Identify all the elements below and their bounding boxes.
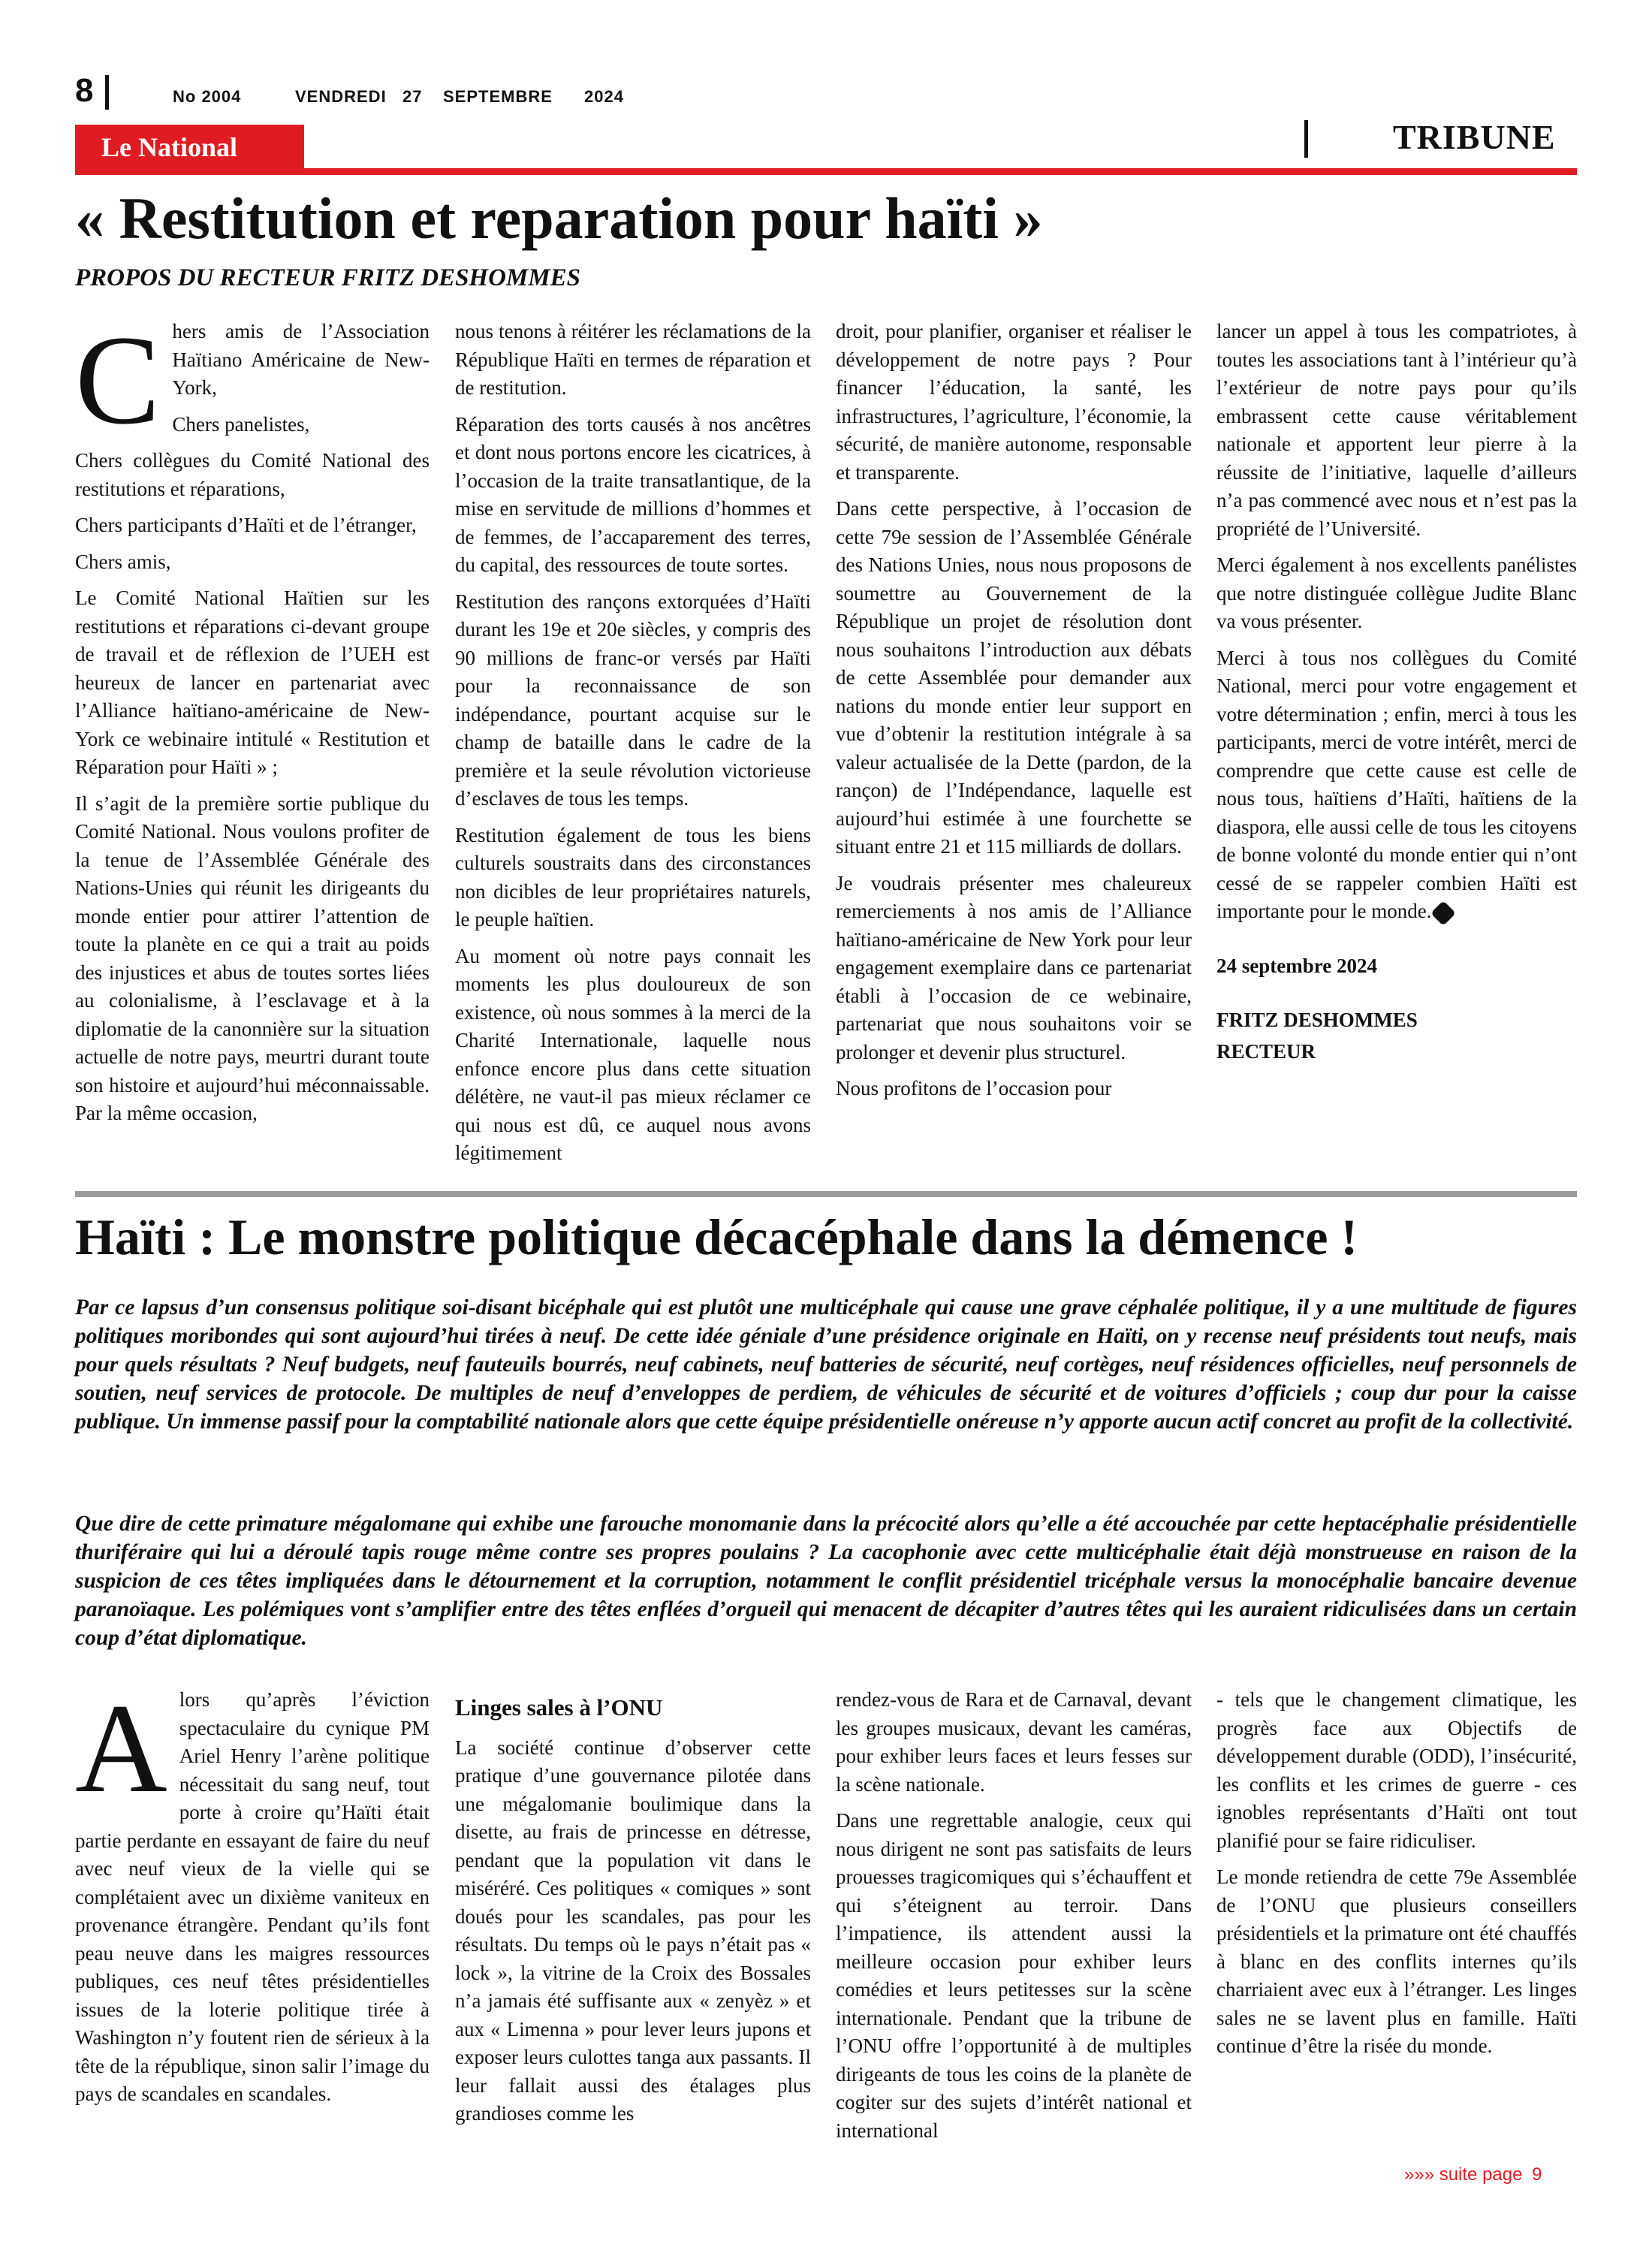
header-divider: [105, 75, 109, 110]
paragraph: Chers collègues du Comité National des restitutions et réparations,: [75, 449, 430, 500]
paragraph: nous tenons à réitérer les réclamations de la République Haïti en termes de réparation et de restitution.: [455, 320, 811, 399]
dropcap: A: [75, 1678, 167, 1819]
date-day: 27: [402, 87, 423, 106]
paragraph: Merci également à nos excellents panélistes que notre distinguée collègue Judite Blanc va vous présenter.: [1216, 553, 1577, 632]
article2-column-1: [75, 1678, 430, 2117]
paragraph: lors qu’après l’éviction spectaculaire du cynique PM Ariel Henry l’arène politique nécessitait du sang neuf, tout porte à croire qu’Haïti était partie perdante en essayant de faire du neuf avec neuf vieux de la vielle qui se complétaient avec un dixième vaniteux en provenance étrangère. Pendant qu’ils font peau neuve dans les maigres ressources publiques, ces neuf têtes présidentielles issues de la loterie politique tirée à Washington n’y foutent rien de sérieux à la tête de la république, sinon salir l’image du pays de scandales en scandales.: [75, 1688, 430, 2105]
issue-number: No 2004: [173, 87, 242, 106]
signature-date: 24 septembre 2024: [1216, 954, 1377, 977]
page-number: 8: [75, 72, 94, 109]
paragraph: La société continue d’observer cette pratique d’une gouvernance pilotée dans une mégalomanie boulimique dans la disette, au frais de princesse en détresse, pendant que la population vit dans le miséréré. Ces politiques « comiques » sont doués pour les scandales, pas pour les résultats. Du temps où le pays n’était pas « lock », la vitrine de la Croix des Bossales n’a jamais été suffisante aux « zenyèz » et aux « Limenna » pour lever leurs jupons et exposer leurs culottes tanga aux passants. Il leur fallait aussi des étalages plus grandioses comme les: [455, 1736, 811, 2125]
paragraph: Le Comité National Haïtien sur les restitutions et réparations ci-devant groupe de travail et de réflexion de l’UEH est heureux de lancer en partenariat avec l’Alliance haïtiano-américaine de New-York ce webinaire intitulé « Restitution et Réparation pour Haïti » ;: [75, 587, 430, 778]
paragraph: Je voudrais présenter mes chaleureux remerciements à nos amis de l’Alliance haïtiano-américaine de New York pour leur engagement exemplaire dans ce partenariat établi à l’occasion de ce webinaire, partenariat que nous souhaitons voir se prolonger et devenir plus structurel.: [836, 871, 1192, 1063]
article1-column-4: [1216, 318, 1577, 1074]
paragraph: Au moment où notre pays connait les moments les plus douloureux de son existence, où nous sommes à la merci de la Charité Internationale, laquelle nous enfonce encore plus dans cette situation délétère, ne vaut-il pas mieux réclamer ce qui nous est dû, ce auquel nous avons légitimement: [455, 944, 811, 1164]
article1-column-1: [75, 309, 430, 1136]
signature-name: FRITZ DESHOMMES: [1216, 1009, 1418, 1031]
article1-title: « Restitution et reparation pour haïti »: [75, 185, 1043, 251]
paragraph: Le monde retiendra de cette 79e Assemblée de l’ONU que plusieurs conseillers présidentiels et la primature ont été chauffés à blanc en des conflits internes qu’ils charriaient avec eux à l’étranger. Les linges sales ne se lavent plus en famille. Haïti continue d’être la risée du monde.: [1216, 1865, 1577, 2057]
paragraph: [1216, 644, 1577, 926]
paragraph: Chers participants d’Haïti et de l’étranger,: [75, 514, 417, 536]
paragraph: Chers amis,: [75, 550, 171, 573]
header-rule: [75, 168, 1577, 175]
paragraph: Il s’agit de la première sortie publique du Comité National. Nous voulons profiter de la tenue de l’Assemblée Générale des Nations-Unies qui réunit les dirigeants du monde entier pour attirer l’attention de toute la planète en ce qui a trait au poids des injustices et abus de toutes sortes liées au colonialisme, à l’esclavage et à la diplomatie de la canonnière sur la situation actuelle de notre pays, meurtri durant toute son histoire et aujourd’hui méconnaissable. Par la même occasion,: [75, 792, 430, 1124]
end-mark-icon: [1430, 900, 1456, 926]
article2-title: Haïti : Le monstre politique décacéphale dans la démence !: [75, 1208, 1358, 1265]
paragraph: droit, pour planifier, organiser et réaliser le développement de notre pays ? Pour financer l’éducation, la santé, les infrastructures, l’agriculture, l’économie, la sécurité, de manière autonome, responsable et transparente.: [836, 320, 1192, 484]
article2-lede-2: Que dire de cette primature mégalomane qui exhibe une farouche monomanie dans la précocité alors qu’elle a été accouchée par cette heptacéphalie présidentielle thuriféraire qui lui a déroulé tapis rouge même contre ses propres poulains ? La cacophonie avec cette multicéphalie était déjà monstrueuse en raison de la suspicion de ces têtes impliquées dans le détournement et la corruption, notamment le conflit présidentiel tricéphale versus la monocéphalie bancaire devenue paranoïaque. Les polémiques vont s’amplifier entre des têtes enflées d’orgueil qui menacent de décapiter d’autres têtes qui les auraient ridiculisées dans un certain coup d’état diplomatique.: [75, 1512, 1577, 1650]
paragraph: Dans cette perspective, à l’occasion de cette 79e session de l’Assemblée Générale des Nations Unies, nous nous proposons de soumettre au Gouvernement de la République un projet de résolution dont nous souhaitons l’introduction aux débats de cette Assemblée pour demander aux nations du monde entier leur support en vue d’obtenir la restitution intégrale à sa valeur actualisée de la Dette (pardon, de la rançon) de l’Indépendance, laquelle est aujourd’hui estimée à une fourchette se situant entre 21 et 115 milliards de dollars.: [836, 497, 1192, 858]
continued-page: 9: [1532, 2164, 1542, 2185]
signature-role: RECTEUR: [1216, 1039, 1316, 1063]
paragraph-text: Merci à tous nos collègues du Comité National, merci pour votre engagement et votre détermination ; enfin, merci à tous les participants, merci de votre intérêt, merci de comprendre que cette cause est celle de nous tous, haïtiens d’Haïti, haïtiens de la diaspora, elle aussi celle de tous les citoyens de bonne volonté du monde entier qui n’ont cessé de se rappeler combien Haïti est importante pour le monde.: [1216, 646, 1577, 922]
article1-column-3: [836, 318, 1192, 1111]
date-month: SEPTEMBRE: [443, 87, 553, 106]
continued-link[interactable]: [1404, 2164, 1542, 2185]
article2-column-4: [1216, 1686, 1577, 2069]
section-label: TRIBUNE: [1393, 118, 1556, 156]
section-divider: [1304, 120, 1308, 158]
dropcap: C: [75, 309, 161, 451]
article1-subtitle: PROPOS DU RECTEUR FRITZ DESHOMMES: [75, 264, 580, 291]
article2-column-2: [455, 1686, 811, 2137]
paragraph: hers amis de l’Association Haïtiano Américaine de New-York,: [172, 320, 430, 399]
paragraph: - tels que le changement climatique, les progrès face aux Objectifs de développement durable (ODD), l’insécurité, les conflits et les crimes de guerre - ces ignobles représentants d’Haïti ont tout planifié pour se faire ridiculiser.: [1216, 1688, 1577, 1852]
continued-label: »»» suite page: [1404, 2164, 1523, 2185]
article2-lede-1: Par ce lapsus d’un consensus politique soi-disant bicéphale qui est plutôt une multicéphale qui cause une grave céphalée politique, il y a une multitude de figures politiques moribondes qui sont aujourd’hui tirées à neuf. De cette idée géniale d’une présidence originale en Haïti, on y recense neuf présidents tout neufs, mais pour quels résultats ? Neuf budgets, neuf fauteuils bourrés, neuf cabinets, neuf batteries de sécurité, neuf cortèges, neuf résidences officielles, neuf personnels de soutien, neuf services de protocole. De multiples de neuf d’enveloppes de perdiem, de véhicules de sécurité et de voitures d’officiels ; coup dur pour la caisse publique. Un immense passif pour la comptabilité nationale alors que cette équipe présidentielle onéreuse n’y apporte aucun actif concret au profit de la collectivité.: [75, 1295, 1577, 1434]
paragraph: Restitution également de tous les biens culturels soustraits dans des circonstances non dicibles de leur propriétaires naturels, le peuple haïtien.: [455, 823, 811, 930]
date-year: 2024: [584, 87, 624, 106]
article1-column-2: [455, 318, 811, 1176]
article2-column-3: [836, 1686, 1192, 2153]
paragraph: lancer un appel à tous les compatriotes, à toutes les associations tant à l’intérieur qu’à l’extérieur de notre pays pour qu’ils embrassent cette cause véritablement nationale et apportent leur pierre à la réussite de l’initiative, laquelle d’ailleurs n’a pas commencé avec nous et n’est pas la propriété de l’Université.: [1216, 320, 1577, 540]
subheading: Linges sales à l’ONU: [455, 1694, 663, 1721]
paragraph: Nous profitons de l’occasion pour: [836, 1077, 1112, 1099]
paragraph: Dans une regrettable analogie, ceux qui nous dirigent ne sont pas satisfaits de leurs prouesses tragicomiques qui s’échauffent et qui s’éteignent au terroir. Dans l’impatience, ils attendent aussi la meilleure occasion pour exhiber leurs comédies et leurs petitesses sur la scène internationale. Pendant que la tribune de l’ONU offre l’opportunité à de multiples dirigeants de tous les coins de la planète de cogiter sur des sujets d’intérêt national et international: [836, 1809, 1192, 2142]
paragraph: Restitution des rançons extorquées d’Haïti durant les 19e et 20e siècles, y compris des 90 millions de franc-or versés par Haïti pour la reconnaissance de son indépendance, pourtant acquise sur le champ de bataille dans le cadre de la première et la seule révolution victorieuse d’esclaves de tous les temps.: [455, 590, 811, 810]
paragraph: rendez-vous de Rara et de Carnaval, devant les groupes musicaux, devant les caméras, pour exhiber leurs faces et leurs fesses sur la scène nationale.: [836, 1688, 1192, 1796]
article-divider: [75, 1191, 1577, 1197]
paragraph: Chers panelistes,: [172, 412, 310, 436]
weekday: VENDREDI: [295, 87, 387, 106]
paragraph: Réparation des torts causés à nos ancêtres et dont nous portons encore les cicatrices, à l’occasion de la traite transatlantique, de la mise en servitude de millions d’hommes et de femmes, de l’accaparement des terres, du capital, des ressources de toute sortes.: [455, 412, 811, 576]
brand-logo: Le National: [101, 132, 238, 162]
